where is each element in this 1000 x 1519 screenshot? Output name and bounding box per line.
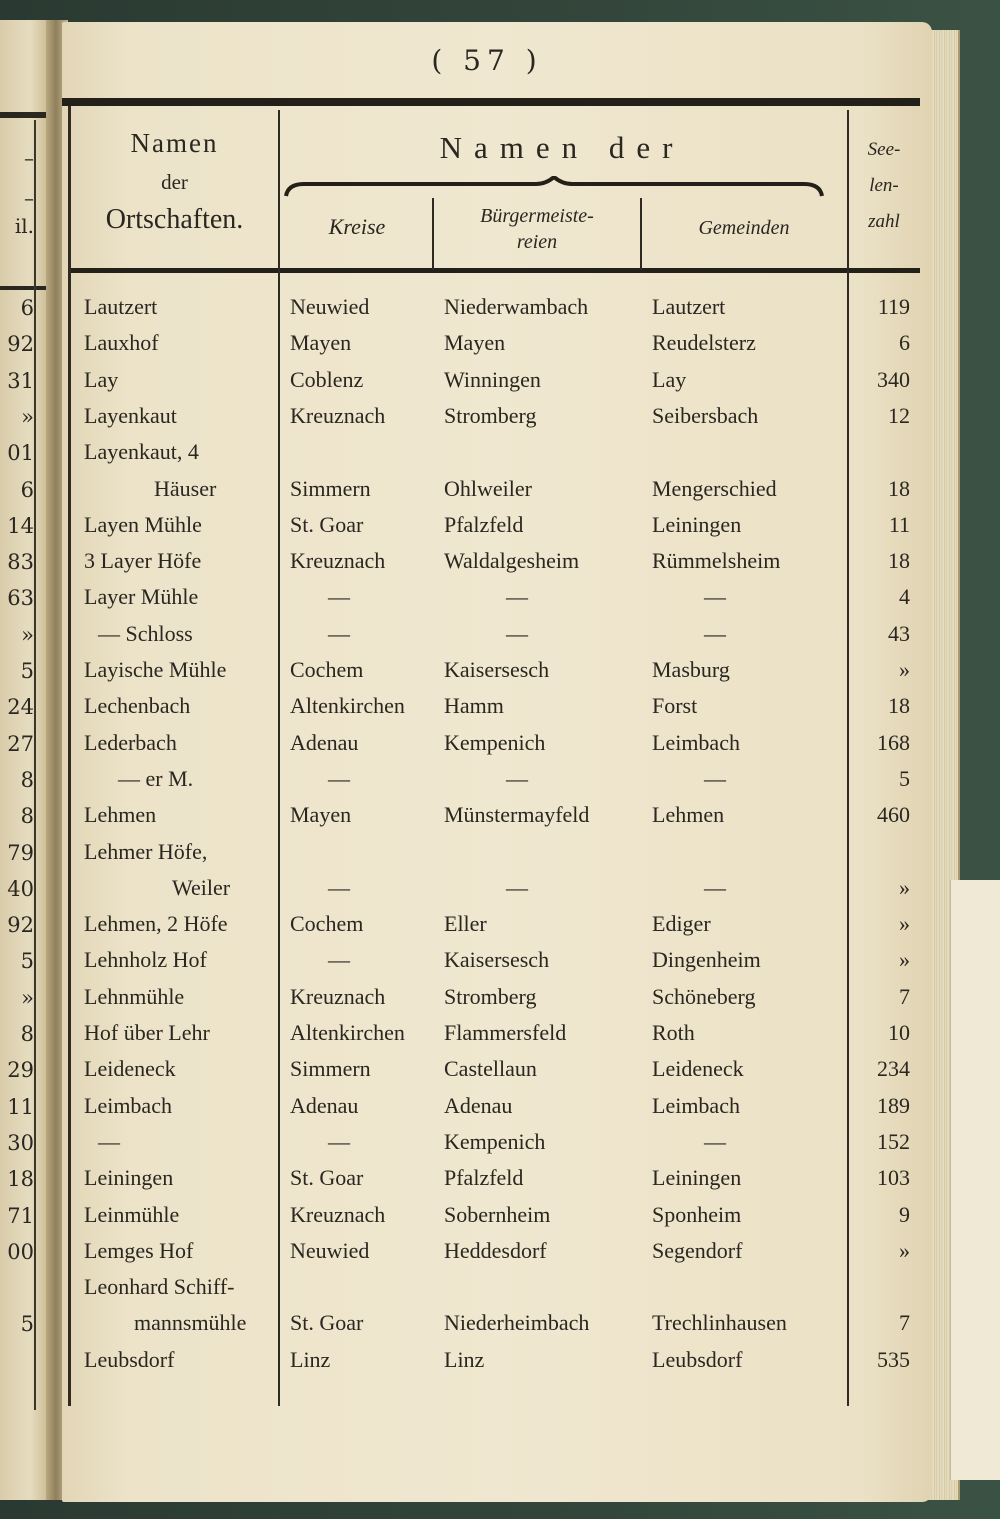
cell-kreis: — <box>328 947 350 972</box>
cell-kreis: Kreuznach <box>290 548 386 573</box>
cell-seelenzahl: 460 <box>877 802 910 827</box>
cell-gemeinde: Leideneck <box>652 1056 744 1081</box>
header-ortschaften-line1: Namen <box>130 128 219 158</box>
cell-kreis: Simmern <box>290 476 371 501</box>
page-number: ( 57 ) <box>431 44 543 77</box>
cell-kreis: Adenau <box>290 1093 359 1118</box>
cell-ortschaft: Layer Mühle <box>84 584 199 609</box>
cell-seelenzahl: 12 <box>888 403 910 428</box>
cell-ortschaft: Leimbach <box>84 1093 172 1118</box>
cell-seelenzahl: 18 <box>888 693 910 718</box>
previous-page <box>0 20 50 1500</box>
cell-kreis: — <box>328 621 350 646</box>
cell-gemeinde: Schöneberg <box>652 984 756 1009</box>
cell-seelenzahl: 7 <box>899 1310 910 1335</box>
previous-page-fragment: » <box>21 986 34 1010</box>
cell-buergermeisterei: Sobernheim <box>444 1202 551 1227</box>
cell-kreis: Cochem <box>290 657 364 682</box>
cell-gemeinde: Leiningen <box>652 512 742 537</box>
cell-gemeinde: — <box>704 1129 726 1154</box>
cell-gemeinde: Leubsdorf <box>652 1347 743 1372</box>
header-seelenzahl-line2: len- <box>869 175 899 196</box>
cell-seelenzahl: 11 <box>888 512 910 537</box>
cell-gemeinde: Forst <box>652 693 698 718</box>
cell-gemeinde: Segendorf <box>652 1238 743 1263</box>
cell-buergermeisterei: Mayen <box>444 330 506 355</box>
cell-gemeinde: Seibersbach <box>652 403 759 428</box>
cell-ortschaft: Lautzert <box>84 294 158 319</box>
previous-page-fragment: 31 <box>7 369 34 393</box>
previous-page-fragment: » <box>21 623 34 647</box>
cell-buergermeisterei: Adenau <box>444 1093 513 1118</box>
previous-page-fragment: 92 <box>7 332 34 356</box>
cell-ortschaft: Layische Mühle <box>84 657 227 682</box>
cell-gemeinde: Leimbach <box>652 730 740 755</box>
cell-kreis: St. Goar <box>290 1165 364 1190</box>
cell-seelenzahl: 119 <box>877 294 910 319</box>
cell-gemeinde: Leiningen <box>652 1165 742 1190</box>
cell-ortschaft: mannsmühle <box>134 1310 247 1335</box>
cell-kreis: Cochem <box>290 911 364 936</box>
previous-page-header-fragment: il. <box>14 214 34 238</box>
cell-seelenzahl: 5 <box>899 766 910 791</box>
cell-ortschaft: Lehmen <box>84 802 157 827</box>
cell-buergermeisterei: Kempenich <box>444 730 546 755</box>
previous-page-fragment: 5 <box>20 1312 34 1336</box>
cell-ortschaft: Lederbach <box>84 730 177 755</box>
cell-seelenzahl: 4 <box>899 584 910 609</box>
column-line-kreise-header <box>432 198 434 270</box>
cell-seelenzahl: » <box>899 911 910 936</box>
cell-kreis: Kreuznach <box>290 1202 386 1227</box>
cell-buergermeisterei: Pfalzfeld <box>444 512 524 537</box>
cell-buergermeisterei: Pfalzfeld <box>444 1165 524 1190</box>
previous-page-fragment: 92 <box>7 913 34 937</box>
top-rule <box>62 98 920 106</box>
previous-page-column-line <box>34 120 36 1410</box>
previous-page-fragment: 5 <box>20 659 34 683</box>
previous-page-fragment: 79 <box>7 841 34 865</box>
cell-seelenzahl: 152 <box>877 1129 910 1154</box>
cell-ortschaft: Lay <box>84 367 119 392</box>
cell-seelenzahl: 7 <box>899 984 910 1009</box>
previous-page-fragment: 5 <box>20 949 34 973</box>
header-ortschaften-line3: Ortschaften. <box>105 204 244 235</box>
header-buergermeistereien-line2: reien <box>516 231 558 253</box>
cell-seelenzahl: » <box>899 1238 910 1263</box>
cell-ortschaft: Layenkaut <box>84 403 177 428</box>
cell-kreis: St. Goar <box>290 512 364 537</box>
book-page <box>62 22 932 1502</box>
cell-ortschaft: — Schloss <box>98 621 193 646</box>
cell-gemeinde: Lehmen <box>652 802 725 827</box>
cell-buergermeisterei: Waldalgesheim <box>444 548 580 573</box>
cell-gemeinde: — <box>704 584 726 609</box>
previous-page-fragment: 01 <box>7 441 34 465</box>
cell-ortschaft: Leubsdorf <box>84 1347 175 1372</box>
header-namen-der: Namen der <box>439 130 685 165</box>
cell-buergermeisterei: Heddesdorf <box>444 1238 547 1263</box>
cell-kreis: Neuwied <box>290 1238 370 1263</box>
cell-kreis: Adenau <box>290 730 359 755</box>
cell-kreis: — <box>328 875 350 900</box>
previous-page-fragment: 8 <box>20 1022 34 1046</box>
cell-ortschaft: Lemges Hof <box>84 1238 194 1263</box>
previous-page-fragment: 27 <box>7 732 34 756</box>
header-ortschaften-line2: der <box>161 170 188 194</box>
cell-buergermeisterei: Eller <box>444 911 487 936</box>
cell-buergermeisterei: Kaisersesch <box>444 657 550 682</box>
cell-gemeinde: Trechlinhausen <box>652 1310 787 1335</box>
cell-ortschaft: Lehnmühle <box>84 984 185 1009</box>
column-line-bm-header <box>640 198 642 270</box>
cell-ortschaft: Häuser <box>154 476 217 501</box>
previous-page-fragment: 11 <box>7 1095 34 1119</box>
cell-kreis: Altenkirchen <box>290 693 405 718</box>
header-seelenzahl-line1: See- <box>867 139 901 160</box>
cell-buergermeisterei: — <box>506 584 528 609</box>
cell-seelenzahl: » <box>899 875 910 900</box>
cell-seelenzahl: 9 <box>899 1202 910 1227</box>
cell-ortschaft: Lehmen, 2 Höfe <box>84 911 228 936</box>
cell-kreis: Kreuznach <box>290 984 386 1009</box>
previous-page-header-fragment: – <box>24 186 34 210</box>
cell-seelenzahl: 535 <box>877 1347 910 1372</box>
previous-page-fragment: 6 <box>20 296 34 320</box>
cell-kreis: — <box>328 584 350 609</box>
cell-buergermeisterei: Winningen <box>444 367 541 392</box>
header-gemeinden: Gemeinden <box>698 217 790 239</box>
cell-ortschaft: Leonhard Schiff- <box>84 1274 235 1299</box>
cell-ortschaft: Hof über Lehr <box>84 1020 210 1045</box>
cell-buergermeisterei: Stromberg <box>444 984 537 1009</box>
cell-kreis: Simmern <box>290 1056 371 1081</box>
cell-buergermeisterei: Linz <box>444 1347 485 1372</box>
cell-kreis: Altenkirchen <box>290 1020 405 1045</box>
previous-page-fragment: 14 <box>7 514 34 538</box>
cell-ortschaft: — er M. <box>118 766 194 791</box>
cell-ortschaft: Layenkaut, 4 <box>84 439 199 464</box>
cell-ortschaft: — <box>98 1129 120 1154</box>
cell-buergermeisterei: Münstermayfeld <box>444 802 590 827</box>
previous-page-fragment: 83 <box>7 550 34 574</box>
cell-gemeinde: Ediger <box>652 911 711 936</box>
cell-ortschaft: Leideneck <box>84 1056 176 1081</box>
previous-page-fragment: 24 <box>7 695 34 719</box>
cell-kreis: Coblenz <box>290 367 364 392</box>
cell-buergermeisterei: — <box>506 875 528 900</box>
cell-seelenzahl: 168 <box>877 730 910 755</box>
cell-buergermeisterei: Niederwambach <box>444 294 589 319</box>
previous-page-header-fragment: – <box>24 146 34 170</box>
previous-page-top-rule <box>0 112 50 118</box>
cell-ortschaft: Layen Mühle <box>84 512 202 537</box>
previous-page-fragment: 29 <box>7 1058 34 1082</box>
cell-kreis: St. Goar <box>290 1310 364 1335</box>
cell-ortschaft: 3 Layer Höfe <box>84 548 202 573</box>
bookmark-slip <box>950 880 1000 1480</box>
previous-page-fragment: 71 <box>7 1204 34 1228</box>
cell-seelenzahl: 18 <box>888 548 910 573</box>
column-line-ortschaften <box>278 110 280 1406</box>
cell-kreis: Mayen <box>290 802 352 827</box>
cell-gemeinde: Lautzert <box>652 294 726 319</box>
previous-page-fragment: 40 <box>7 877 34 901</box>
cell-seelenzahl: 340 <box>877 367 910 392</box>
cell-gemeinde: — <box>704 875 726 900</box>
cell-ortschaft: Leiningen <box>84 1165 174 1190</box>
cell-buergermeisterei: Flammersfeld <box>444 1020 567 1045</box>
previous-page-fragment: 8 <box>20 768 34 792</box>
cell-buergermeisterei: Kempenich <box>444 1129 546 1154</box>
cell-kreis: Mayen <box>290 330 352 355</box>
previous-page-fragment: 6 <box>20 478 34 502</box>
cell-gemeinde: Roth <box>652 1020 695 1045</box>
header-buergermeistereien-line1: Bürgermeiste- <box>480 205 594 227</box>
cell-seelenzahl: 234 <box>877 1056 910 1081</box>
header-brace <box>284 176 824 198</box>
previous-page-fragment: 30 <box>7 1131 34 1155</box>
cell-gemeinde: Rümmelsheim <box>652 548 781 573</box>
previous-page-header-rule <box>0 286 50 290</box>
cell-ortschaft: Weiler <box>172 875 231 900</box>
cell-kreis: — <box>328 766 350 791</box>
cell-gemeinde: Mengerschied <box>652 476 777 501</box>
cell-ortschaft: Lehnholz Hof <box>84 947 207 972</box>
cell-seelenzahl: » <box>899 657 910 682</box>
cell-seelenzahl: 103 <box>877 1165 910 1190</box>
cell-gemeinde: Lay <box>652 367 687 392</box>
cell-ortschaft: Lehmer Höfe, <box>84 839 208 864</box>
previous-page-fragment: 00 <box>7 1240 34 1264</box>
cell-seelenzahl: 43 <box>888 621 910 646</box>
previous-page-fragment: 63 <box>7 586 34 610</box>
cell-buergermeisterei: Hamm <box>444 693 504 718</box>
cell-buergermeisterei: Ohlweiler <box>444 476 532 501</box>
cell-seelenzahl: 10 <box>888 1020 910 1045</box>
cell-buergermeisterei: — <box>506 621 528 646</box>
cell-buergermeisterei: Stromberg <box>444 403 537 428</box>
cell-gemeinde: Masburg <box>652 657 730 682</box>
cell-buergermeisterei: Niederheimbach <box>444 1310 590 1335</box>
cell-gemeinde: Reudelsterz <box>652 330 756 355</box>
previous-page-fragment: 8 <box>20 804 34 828</box>
cell-kreis: — <box>328 1129 350 1154</box>
cell-ortschaft: Lauxhof <box>84 330 159 355</box>
cell-gemeinde: — <box>704 766 726 791</box>
cell-seelenzahl: 18 <box>888 476 910 501</box>
previous-page-fragment: 18 <box>7 1167 34 1191</box>
header-kreise: Kreise <box>328 214 386 239</box>
cell-ortschaft: Leinmühle <box>84 1202 180 1227</box>
cell-kreis: Linz <box>290 1347 331 1372</box>
cell-buergermeisterei: Kaisersesch <box>444 947 550 972</box>
header-seelenzahl-line3: zahl <box>868 211 900 232</box>
cell-gemeinde: Leimbach <box>652 1093 740 1118</box>
cell-ortschaft: Lechenbach <box>84 693 191 718</box>
previous-page-fragment: » <box>21 405 34 429</box>
cell-buergermeisterei: Castellaun <box>444 1056 537 1081</box>
column-line-left <box>68 106 71 1406</box>
cell-buergermeisterei: — <box>506 766 528 791</box>
cell-gemeinde: Sponheim <box>652 1202 742 1227</box>
cell-seelenzahl: 6 <box>899 330 910 355</box>
cell-seelenzahl: » <box>899 947 910 972</box>
cell-gemeinde: — <box>704 621 726 646</box>
header-rule <box>70 268 920 273</box>
cell-gemeinde: Dingenheim <box>652 947 761 972</box>
cell-kreis: Kreuznach <box>290 403 386 428</box>
cell-seelenzahl: 189 <box>877 1093 910 1118</box>
cell-kreis: Neuwied <box>290 294 370 319</box>
